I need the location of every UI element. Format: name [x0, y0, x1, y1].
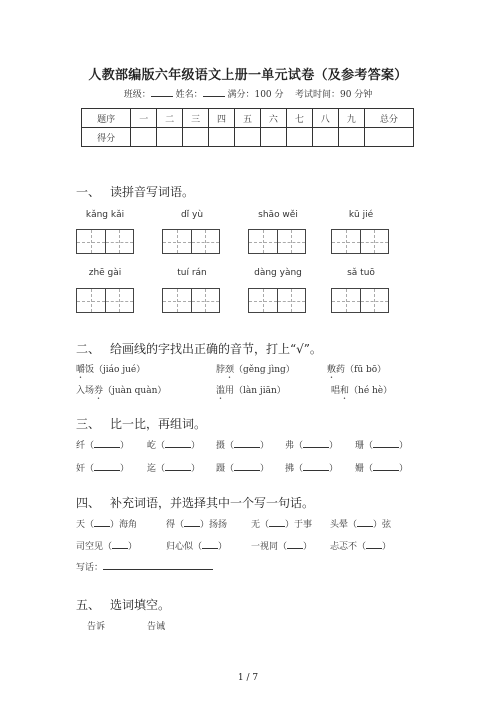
score-input-cell[interactable] — [338, 128, 364, 147]
class-blank — [151, 87, 173, 97]
pinyin-label: zhē gài — [88, 268, 122, 278]
info-line — [0, 87, 496, 100]
writing-grid[interactable] — [248, 229, 306, 254]
section-number: 一、 — [76, 185, 101, 199]
compare-item: 屹（ ） — [147, 438, 200, 451]
idiom-item: 无（ ）于事 — [251, 517, 312, 530]
score-header-cell: 九 — [338, 109, 364, 128]
full-score: 满分：100 分 — [227, 90, 284, 100]
pinyin-choice-item: 唱和（hé hè） — [331, 386, 393, 396]
idiom-blank[interactable] — [357, 517, 373, 527]
score-input-cell[interactable] — [364, 128, 413, 147]
section-5-heading — [76, 596, 170, 613]
write-label: 写话： — [76, 563, 104, 573]
word-blank[interactable] — [165, 438, 191, 448]
section-number: 二、 — [76, 342, 101, 356]
score-header-cell: 一 — [131, 109, 157, 128]
compare-item: 弗（ ） — [285, 438, 338, 451]
pinyin-label: shāo wěi — [258, 210, 298, 220]
section-1-heading — [76, 183, 194, 200]
score-header-cell: 题序 — [82, 109, 131, 128]
score-header-cell: 五 — [235, 109, 261, 128]
score-header-cell: 四 — [209, 109, 235, 128]
compare-item: 蹑（ ） — [216, 461, 269, 474]
word-blank[interactable] — [165, 461, 191, 471]
score-header-cell: 总分 — [364, 109, 413, 128]
word-blank[interactable] — [303, 461, 329, 471]
idiom-item: 得（ ）扬扬 — [166, 517, 227, 530]
pinyin-choice-item: 滥用（làn jiān） — [216, 386, 286, 396]
score-input-cell[interactable] — [312, 128, 338, 147]
word-choice: 告诫 — [147, 622, 166, 632]
word-blank[interactable] — [373, 461, 399, 471]
score-table — [81, 108, 414, 147]
idiom-blank[interactable] — [287, 539, 303, 549]
pinyin-label: sǎ tuō — [347, 268, 375, 278]
section-title: 补充词语，并选择其中一个写一句话。 — [110, 496, 315, 510]
section-3-heading — [76, 415, 206, 432]
section-4-heading — [76, 494, 314, 511]
section-2-heading — [76, 340, 322, 357]
idiom-item: 归心似（ ） — [166, 539, 227, 552]
word-blank[interactable] — [234, 438, 260, 448]
sentence-blank[interactable] — [103, 560, 213, 570]
idiom-item: 忐忑不（ ） — [330, 539, 391, 552]
page-number: 1 / 7 — [237, 673, 259, 683]
idiom-blank[interactable] — [269, 517, 285, 527]
name-label: 姓名： — [175, 90, 203, 100]
compare-item: 纤（ ） — [76, 438, 129, 451]
section-title: 比一比，再组词。 — [110, 417, 207, 431]
compare-item: 摄（ ） — [216, 438, 269, 451]
pinyin-choice-item: 脖颈（gěng jìng） — [216, 365, 295, 375]
word-blank[interactable] — [94, 461, 120, 471]
compare-item: 迄（ ） — [147, 461, 200, 474]
idiom-blank[interactable] — [94, 517, 110, 527]
writing-grid[interactable] — [331, 229, 389, 254]
section-number: 五、 — [76, 598, 101, 612]
section-number: 四、 — [76, 496, 101, 510]
idiom-item: 一视同（ ） — [251, 539, 312, 552]
score-header-cell: 二 — [157, 109, 183, 128]
write-sentence-line — [76, 560, 213, 573]
writing-grid[interactable] — [76, 229, 134, 254]
pinyin-choice-item: 嚼饭（jiáo jué） — [76, 365, 146, 375]
idiom-blank[interactable] — [202, 539, 218, 549]
writing-grid[interactable] — [76, 288, 134, 313]
score-table-header-row — [82, 109, 414, 128]
pinyin-choice-item: 敷药（fū bō） — [327, 365, 387, 375]
score-input-cell[interactable] — [260, 128, 286, 147]
word-blank[interactable] — [303, 438, 329, 448]
score-header-cell: 八 — [312, 109, 338, 128]
score-input-cell[interactable] — [131, 128, 157, 147]
writing-grid[interactable] — [162, 229, 220, 254]
pinyin-label: dàng yàng — [254, 268, 302, 278]
word-blank[interactable] — [234, 461, 260, 471]
pinyin-label: tuí rán — [177, 268, 207, 278]
idiom-blank[interactable] — [112, 539, 128, 549]
section-title: 选词填空。 — [110, 598, 171, 612]
section-title: 给画线的字找出正确的音节，打上“√”。 — [110, 342, 322, 356]
pinyin-label: kǎng kǎi — [85, 210, 125, 220]
score-input-cell[interactable] — [183, 128, 209, 147]
document-title: 人教部编版六年级语文上册一单元试卷（及参考答案） — [88, 68, 408, 83]
compare-item: 姗（ ） — [355, 461, 408, 474]
compare-item: 珊（ ） — [355, 438, 408, 451]
score-header-cell: 七 — [286, 109, 312, 128]
section-title: 读拼音写词语。 — [110, 185, 195, 199]
compare-item: 奸（ ） — [76, 461, 129, 474]
pinyin-label: kū jié — [348, 210, 374, 220]
idiom-blank[interactable] — [184, 517, 200, 527]
word-choice: 告诉 — [87, 622, 106, 632]
score-table-value-row — [82, 128, 414, 147]
writing-grid[interactable] — [248, 288, 306, 313]
writing-grid[interactable] — [331, 288, 389, 313]
word-blank[interactable] — [373, 438, 399, 448]
writing-grid[interactable] — [162, 288, 220, 313]
score-row-label: 得分 — [82, 128, 131, 147]
score-input-cell[interactable] — [235, 128, 261, 147]
exam-time: 考试时间：90 分钟 — [294, 90, 373, 100]
section-number: 三、 — [76, 417, 101, 431]
score-input-cell[interactable] — [286, 128, 312, 147]
idiom-item: 司空见（ ） — [76, 539, 137, 552]
pinyin-label: dǐ yù — [180, 210, 204, 220]
score-input-cell[interactable] — [209, 128, 235, 147]
score-header-cell: 六 — [260, 109, 286, 128]
word-blank[interactable] — [94, 438, 120, 448]
idiom-blank[interactable] — [366, 539, 382, 549]
class-label: 班级： — [123, 90, 151, 100]
idiom-item: 天（ ）海角 — [76, 517, 137, 530]
name-blank — [203, 87, 225, 97]
score-input-cell[interactable] — [157, 128, 183, 147]
compare-item: 拂（ ） — [285, 461, 338, 474]
idiom-item: 头晕（ ）弦 — [330, 517, 391, 530]
pinyin-choice-item: 入场券（juàn quàn） — [76, 386, 167, 396]
score-header-cell: 三 — [183, 109, 209, 128]
